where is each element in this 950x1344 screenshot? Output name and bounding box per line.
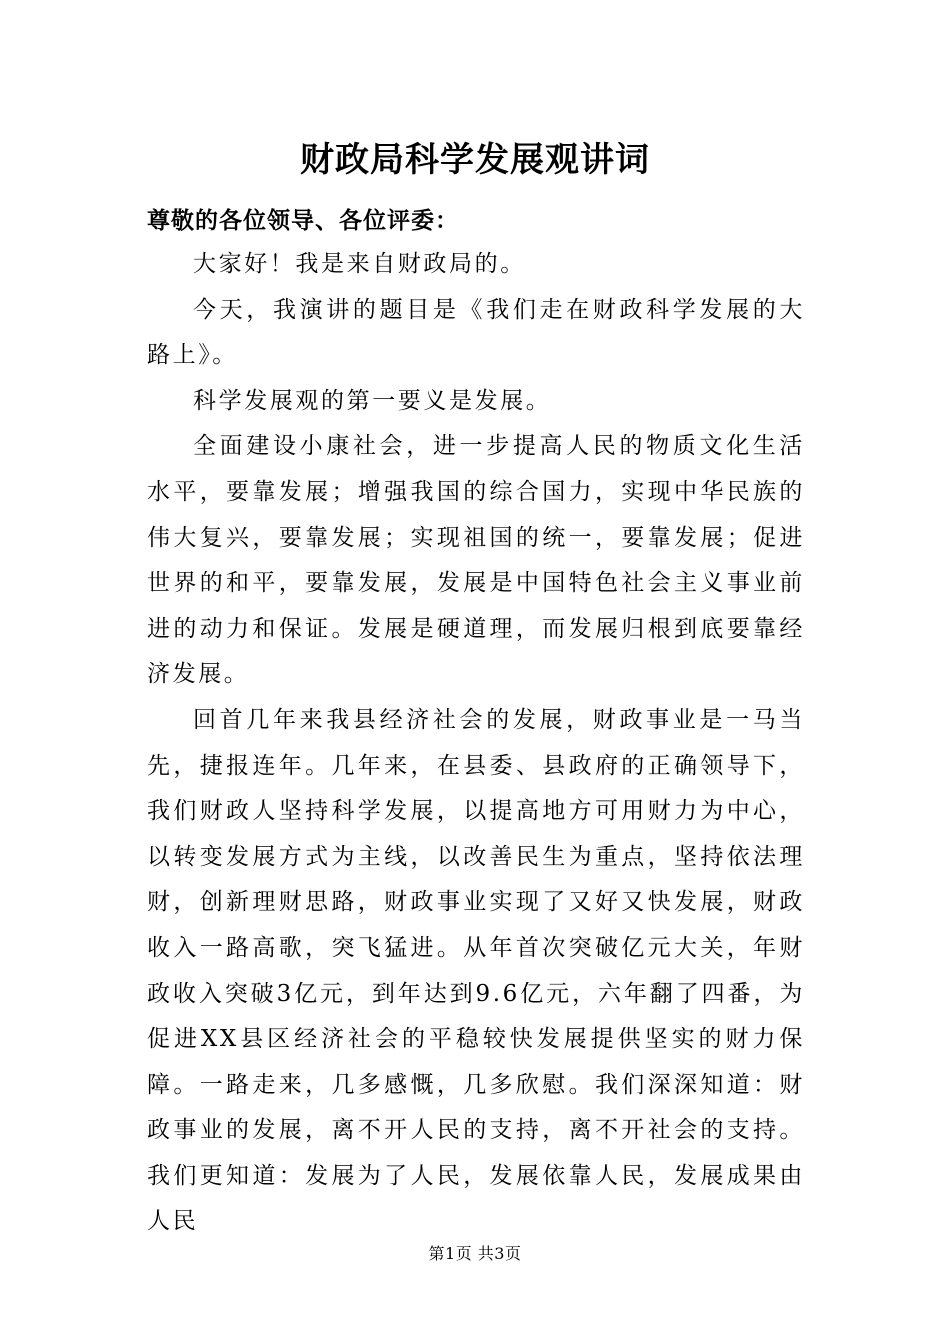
paragraph: 大家好！我是来自财政局的。	[193, 251, 526, 277]
document-title: 财政局科学发展观讲词	[300, 140, 650, 180]
page-footer: 第1页 共3页	[428, 1244, 522, 1263]
salutation: 尊敬的各位领导、各位评委：	[147, 207, 459, 234]
paragraph: 回首几年来我县经济社会的发展，财政事业是一马当先，捷报连年。几年来，在县委、县政府的正确领导下，我们财政人坚持科学发展，以提高地方可用财力为中心，以转变发展方式为主线，以改善民生为重点，坚持依法理财，创新理财思路，财政事业实现了又好又快发展，财政收入一路高歌，突飞猛进。从年首次突破亿元大关，年财政收入突破3亿元，到年达到9.6亿元，六年翻了四番，为促进XX县区经济社会的平稳较快发展提供坚实的财力保障。一路走来，几多感慨，几多欣慰。我们深深知道：财政事业的发展，离不开人民的支持，离不开社会的支持。我们更知道：发展为了人民，发展依靠人民，发展成果由人民	[147, 706, 805, 1235]
paragraph: 今天，我演讲的题目是《我们走在财政科学发展的大路上》。	[147, 296, 805, 369]
paragraph: 科学发展观的第一要义是发展。	[193, 387, 552, 414]
paragraph: 全面建设小康社会，进一步提高人民的物质文化生活水平，要靠发展；增强我国的综合国力，实现中华民族的伟大复兴，要靠发展；实现祖国的统一，要靠发展；促进世界的和平，要靠发展，发展是中国特色社会主义事业前进的动力和保证。发展是硬道理，而发展归根到底要靠经济发展。	[147, 433, 805, 688]
document-body	[147, 242, 805, 1245]
